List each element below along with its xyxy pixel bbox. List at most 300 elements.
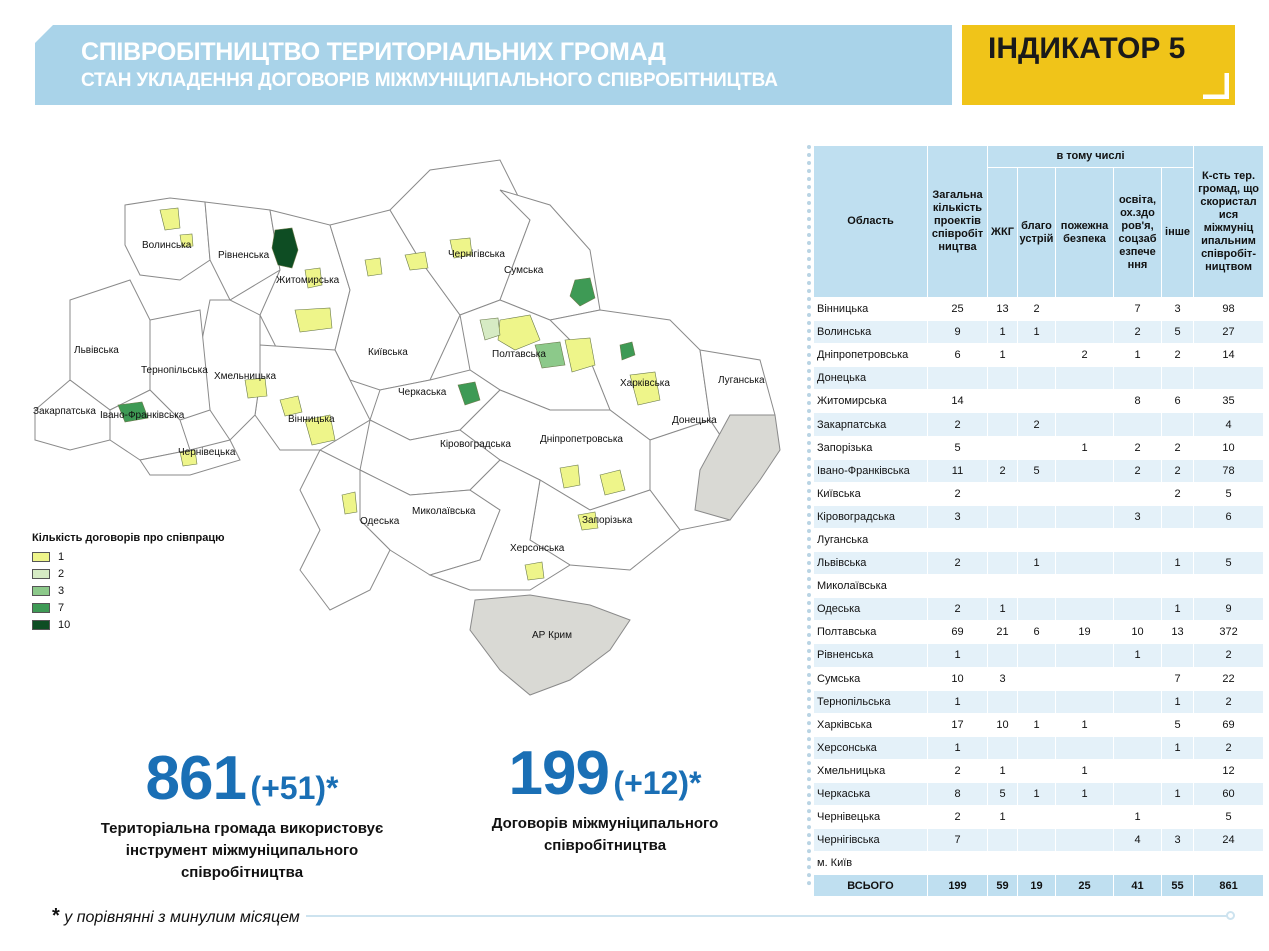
cell-edu: 1 [1114,806,1162,829]
cell-zhkg: 13 [988,298,1018,321]
th-edu: освіта, ох.здо ров'я, соцзаб езпече ння [1114,168,1162,298]
cell-region: Івано-Франківська [814,459,928,482]
cell-zhkg [988,644,1018,667]
cell-communities: 2 [1194,736,1264,759]
corner-bracket-icon [1201,71,1229,99]
table-row [814,736,1264,759]
cell-region: Кіровоградська [814,505,928,528]
cell-fire [1056,575,1114,598]
cell-total: 11 [928,459,988,482]
cell-other: 1 [1162,782,1194,805]
banner-corner-cut [35,25,53,43]
contracts-value: 199 [508,739,609,808]
cell-region: Херсонська [814,736,928,759]
cell-zhkg [988,690,1018,713]
cell-zhkg [988,482,1018,505]
cell-region: Черкаська [814,782,928,805]
cell-region: Дніпропетровська [814,344,928,367]
cell-fire [1056,459,1114,482]
label-donetsk: Донецька [672,415,717,426]
cell-other [1162,806,1194,829]
cell-communities: 2 [1194,690,1264,713]
cell-region: Сумська [814,667,928,690]
legend-swatch [32,620,50,630]
communities-delta: (+51)* [250,770,339,806]
cell-total: 10 [928,667,988,690]
cell-edu [1114,413,1162,436]
cell-other: 3 [1162,829,1194,852]
cell-edu [1114,667,1162,690]
cell-communities: 9 [1194,598,1264,621]
cell-communities [1194,528,1264,551]
cell-zhkg [988,575,1018,598]
cell-region: Чернівецька [814,806,928,829]
cell-communities [1194,852,1264,875]
cell-zhkg [988,736,1018,759]
cell-zhkg [988,413,1018,436]
footnote-text: у порівнянні з минулим місяцем [59,909,300,926]
cell-zhkg [988,436,1018,459]
stats-table [813,145,1264,897]
cell-fire [1056,806,1114,829]
cell-zhkg [988,852,1018,875]
cell-other: 1 [1162,690,1194,713]
cell-edu: 1 [1114,344,1162,367]
cell-fire [1056,505,1114,528]
cell-edu: 8 [1114,390,1162,413]
communities-value: 861 [145,744,246,813]
cell-blago [1018,829,1056,852]
legend-swatch [32,569,50,579]
cell-edu: 2 [1114,459,1162,482]
cell-fire [1056,667,1114,690]
cell-blago: 1 [1018,321,1056,344]
footnote-star: * [52,905,60,927]
cell-total: 1 [928,736,988,759]
cell-communities: 12 [1194,759,1264,782]
cell-region: Хмельницька [814,759,928,782]
cell-fire [1056,413,1114,436]
label-lviv: Львівська [74,345,119,356]
label-odesa: Одеська [360,516,400,527]
cell-region: Закарпатська [814,413,928,436]
cell-region: Вінницька [814,298,928,321]
cell-edu [1114,598,1162,621]
cell-other [1162,575,1194,598]
cell-blago [1018,806,1056,829]
indicator-label: ІНДИКАТОР 5 [988,32,1186,65]
cell-communities: 2 [1194,644,1264,667]
label-khmelnytskyi: Хмельницька [214,371,277,382]
table-row [814,436,1264,459]
cell-fire [1056,690,1114,713]
contracts-caption-line2: співробітництва [543,837,667,854]
cell-blago [1018,852,1056,875]
cell-total: 9 [928,321,988,344]
page-title: СПІВРОБІТНИЦТВО ТЕРИТОРІАЛЬНИХ ГРОМАД [81,38,666,66]
cell-communities: 78 [1194,459,1264,482]
cell-communities [1194,367,1264,390]
legend-item [32,548,225,565]
table-row [814,759,1264,782]
cell-fire [1056,528,1114,551]
cell-region: Миколаївська [814,575,928,598]
legend-item [32,599,225,616]
indicator-badge [962,25,1235,105]
cell-edu [1114,552,1162,575]
cell-communities: 60 [1194,782,1264,805]
total-total: 199 [928,875,988,897]
cell-total: 6 [928,344,988,367]
table-row [814,713,1264,736]
cell-zhkg [988,552,1018,575]
cell-zhkg [988,528,1018,551]
page-subtitle: СТАН УКЛАДЕННЯ ДОГОВОРІВ МІЖМУНІЦИПАЛЬНОГО СПІВРОБІТНИЦТВА [81,70,778,91]
cell-fire [1056,736,1114,759]
cell-edu [1114,782,1162,805]
cell-other [1162,367,1194,390]
cell-other: 5 [1162,321,1194,344]
cell-total: 1 [928,644,988,667]
th-group: в тому числі [988,146,1194,168]
table-row [814,482,1264,505]
cell-region: Рівненська [814,644,928,667]
legend-item [32,565,225,582]
cell-region: Київська [814,482,928,505]
cell-other [1162,759,1194,782]
region-crimea [470,595,630,695]
label-poltava: Полтавська [492,349,546,360]
cell-fire [1056,482,1114,505]
cell-blago [1018,644,1056,667]
legend-label: 7 [58,601,65,614]
legend-item [32,616,225,633]
cell-total [928,575,988,598]
total-communities: 861 [1194,875,1264,897]
cell-region: Тернопільська [814,690,928,713]
cell-edu [1114,736,1162,759]
cell-zhkg [988,367,1018,390]
cell-zhkg: 1 [988,806,1018,829]
cell-total: 2 [928,482,988,505]
cell-region: Харківська [814,713,928,736]
label-kyiv: Київська [368,347,408,358]
table-row [814,782,1264,805]
th-blago: благо устрій [1018,168,1056,298]
cell-blago: 2 [1018,413,1056,436]
cell-fire: 1 [1056,436,1114,459]
cell-other: 2 [1162,436,1194,459]
cell-communities: 4 [1194,413,1264,436]
table-total-row [814,875,1264,897]
cell-region: Луганська [814,528,928,551]
cell-fire [1056,852,1114,875]
legend-label: 1 [58,550,65,563]
cell-total: 2 [928,552,988,575]
label-crimea: АР Крим [532,630,572,641]
label-chernivtsi: Чернівецька [178,447,236,458]
cell-blago: 1 [1018,782,1056,805]
cell-blago [1018,482,1056,505]
table-row [814,621,1264,644]
table-row [814,552,1264,575]
cell-total: 1 [928,690,988,713]
cell-zhkg: 3 [988,667,1018,690]
legend-item [32,582,225,599]
cell-fire [1056,298,1114,321]
cell-blago [1018,736,1056,759]
cell-communities: 22 [1194,667,1264,690]
cell-blago [1018,667,1056,690]
cell-zhkg: 1 [988,344,1018,367]
cell-blago [1018,759,1056,782]
cell-fire [1056,321,1114,344]
cell-edu: 3 [1114,505,1162,528]
cell-region: м. Київ [814,852,928,875]
cell-zhkg: 21 [988,621,1018,644]
cell-zhkg: 1 [988,759,1018,782]
table-row [814,298,1264,321]
cell-region: Львівська [814,552,928,575]
cell-blago: 2 [1018,298,1056,321]
th-total: Загальна кількість проектів співробіт ництва [928,146,988,298]
th-fire: пожежна безпека [1056,168,1114,298]
stat-communities [62,744,422,884]
cell-other: 2 [1162,459,1194,482]
label-ternopil: Тернопільська [141,365,208,376]
cell-other [1162,644,1194,667]
cell-total [928,367,988,390]
cell-blago [1018,367,1056,390]
cell-blago: 1 [1018,552,1056,575]
cell-total: 7 [928,829,988,852]
cell-total [928,852,988,875]
cell-communities [1194,575,1264,598]
th-zhkg: ЖКГ [988,168,1018,298]
table-row [814,367,1264,390]
cell-total: 14 [928,390,988,413]
cell-fire [1056,390,1114,413]
cell-edu: 2 [1114,321,1162,344]
total-other: 55 [1162,875,1194,897]
cell-blago [1018,344,1056,367]
label-chernihiv: Чернігівська [448,249,505,260]
map-legend [32,532,225,633]
cell-total: 69 [928,621,988,644]
cell-communities: 6 [1194,505,1264,528]
cell-communities: 372 [1194,621,1264,644]
cell-edu [1114,575,1162,598]
cell-fire [1056,367,1114,390]
table-row [814,459,1264,482]
label-zakarpattia: Закарпатська [33,406,96,417]
cell-total: 8 [928,782,988,805]
cell-other [1162,852,1194,875]
cell-other: 5 [1162,713,1194,736]
cell-other: 2 [1162,344,1194,367]
label-kherson: Херсонська [510,543,565,554]
cell-communities: 5 [1194,806,1264,829]
cluster-odesa-1 [342,492,357,514]
table-row [814,598,1264,621]
cell-region: Донецька [814,367,928,390]
cell-zhkg: 1 [988,321,1018,344]
footer-dot-icon [1226,911,1235,920]
cell-communities: 69 [1194,713,1264,736]
cell-blago [1018,528,1056,551]
cell-other: 3 [1162,298,1194,321]
cell-other: 7 [1162,667,1194,690]
cell-communities: 10 [1194,436,1264,459]
cell-blago: 1 [1018,713,1056,736]
cell-fire: 2 [1056,344,1114,367]
contracts-caption [440,813,770,857]
label-kirovohrad: Кіровоградська [440,439,511,450]
cell-fire: 1 [1056,759,1114,782]
cell-blago [1018,436,1056,459]
legend-label: 10 [58,618,71,631]
cell-fire [1056,552,1114,575]
table-row [814,528,1264,551]
cluster-kyiv-1 [365,258,382,276]
cell-total: 2 [928,759,988,782]
cell-blago: 5 [1018,459,1056,482]
communities-caption-line2: інструмент міжмуніципального [125,842,359,859]
cell-blago [1018,575,1056,598]
cell-edu [1114,482,1162,505]
cell-blago [1018,390,1056,413]
cell-other: 1 [1162,736,1194,759]
total-zhkg: 59 [988,875,1018,897]
cell-communities: 5 [1194,552,1264,575]
th-communities: К-сть тер. громад, що скористал ися міжмуніц ипальним співробіт- ництвом [1194,146,1264,298]
cell-total: 17 [928,713,988,736]
cell-blago [1018,598,1056,621]
legend-title: Кількість договорів про співпрацю [32,532,225,544]
cell-communities: 24 [1194,829,1264,852]
cell-edu [1114,367,1162,390]
label-volyn: Волинська [142,240,192,251]
cell-edu: 7 [1114,298,1162,321]
contracts-caption-line1: Договорів міжмуніципального [491,815,719,832]
cell-total [928,528,988,551]
cell-fire [1056,644,1114,667]
table-row [814,390,1264,413]
cell-total: 5 [928,436,988,459]
cell-communities: 98 [1194,298,1264,321]
table-row [814,690,1264,713]
communities-caption-line1: Територіальна громада використовує [100,820,384,837]
cell-region: Полтавська [814,621,928,644]
cell-communities: 35 [1194,390,1264,413]
cell-other: 2 [1162,482,1194,505]
cell-region: Волинська [814,321,928,344]
label-vinnytsia: Вінницька [288,414,335,425]
label-zhytomyr: Житомирська [276,275,340,286]
table-row [814,852,1264,875]
label-if: Івано-Франківська [100,410,185,421]
cell-edu: 4 [1114,829,1162,852]
cell-edu [1114,713,1162,736]
table-row [814,829,1264,852]
label-zaporizhzhia: Запорізька [582,515,633,526]
table-row [814,806,1264,829]
communities-caption [62,818,422,884]
cell-communities: 5 [1194,482,1264,505]
cell-region: Запорізька [814,436,928,459]
cell-edu [1114,528,1162,551]
contracts-delta: (+12)* [613,765,702,801]
cell-fire: 1 [1056,782,1114,805]
total-region: ВСЬОГО [814,875,928,897]
stats-table-panel [807,145,1263,892]
cell-fire [1056,598,1114,621]
cell-zhkg: 2 [988,459,1018,482]
legend-swatch [32,586,50,596]
cell-blago: 6 [1018,621,1056,644]
legend-swatch [32,552,50,562]
cell-edu: 10 [1114,621,1162,644]
table-row [814,575,1264,598]
cell-fire: 19 [1056,621,1114,644]
cell-fire [1056,829,1114,852]
cluster-zhytomyr-1 [295,308,332,332]
cell-edu [1114,690,1162,713]
total-edu: 41 [1114,875,1162,897]
label-luhansk: Луганська [718,375,765,386]
label-sumy: Сумська [504,265,544,276]
cell-edu: 2 [1114,436,1162,459]
table-row [814,321,1264,344]
table-row [814,413,1264,436]
cell-communities: 14 [1194,344,1264,367]
cell-total: 3 [928,505,988,528]
cell-other [1162,413,1194,436]
cell-total: 2 [928,413,988,436]
cell-other [1162,528,1194,551]
label-cherkasy: Черкаська [398,387,447,398]
label-rivne: Рівненська [218,250,270,261]
legend-label: 2 [58,567,65,580]
cell-region: Чернігівська [814,829,928,852]
cell-blago [1018,690,1056,713]
legend-label: 3 [58,584,65,597]
cell-blago [1018,505,1056,528]
cell-total: 25 [928,298,988,321]
cell-communities: 27 [1194,321,1264,344]
cell-other: 6 [1162,390,1194,413]
cell-zhkg [988,390,1018,413]
label-kharkiv: Харківська [620,378,670,389]
region-khmelnytskyi [200,300,260,440]
cell-region: Житомирська [814,390,928,413]
cell-zhkg [988,505,1018,528]
header-banner [35,25,952,105]
total-fire: 25 [1056,875,1114,897]
cell-edu [1114,759,1162,782]
cell-other: 13 [1162,621,1194,644]
cell-zhkg: 10 [988,713,1018,736]
communities-caption-line3: співробітництва [180,864,304,881]
cell-edu: 1 [1114,644,1162,667]
cell-other: 1 [1162,598,1194,621]
cell-other [1162,505,1194,528]
cell-other: 1 [1162,552,1194,575]
table-row [814,667,1264,690]
stat-contracts [440,739,770,857]
cell-fire: 1 [1056,713,1114,736]
label-dnipro: Дніпропетровська [540,434,623,445]
